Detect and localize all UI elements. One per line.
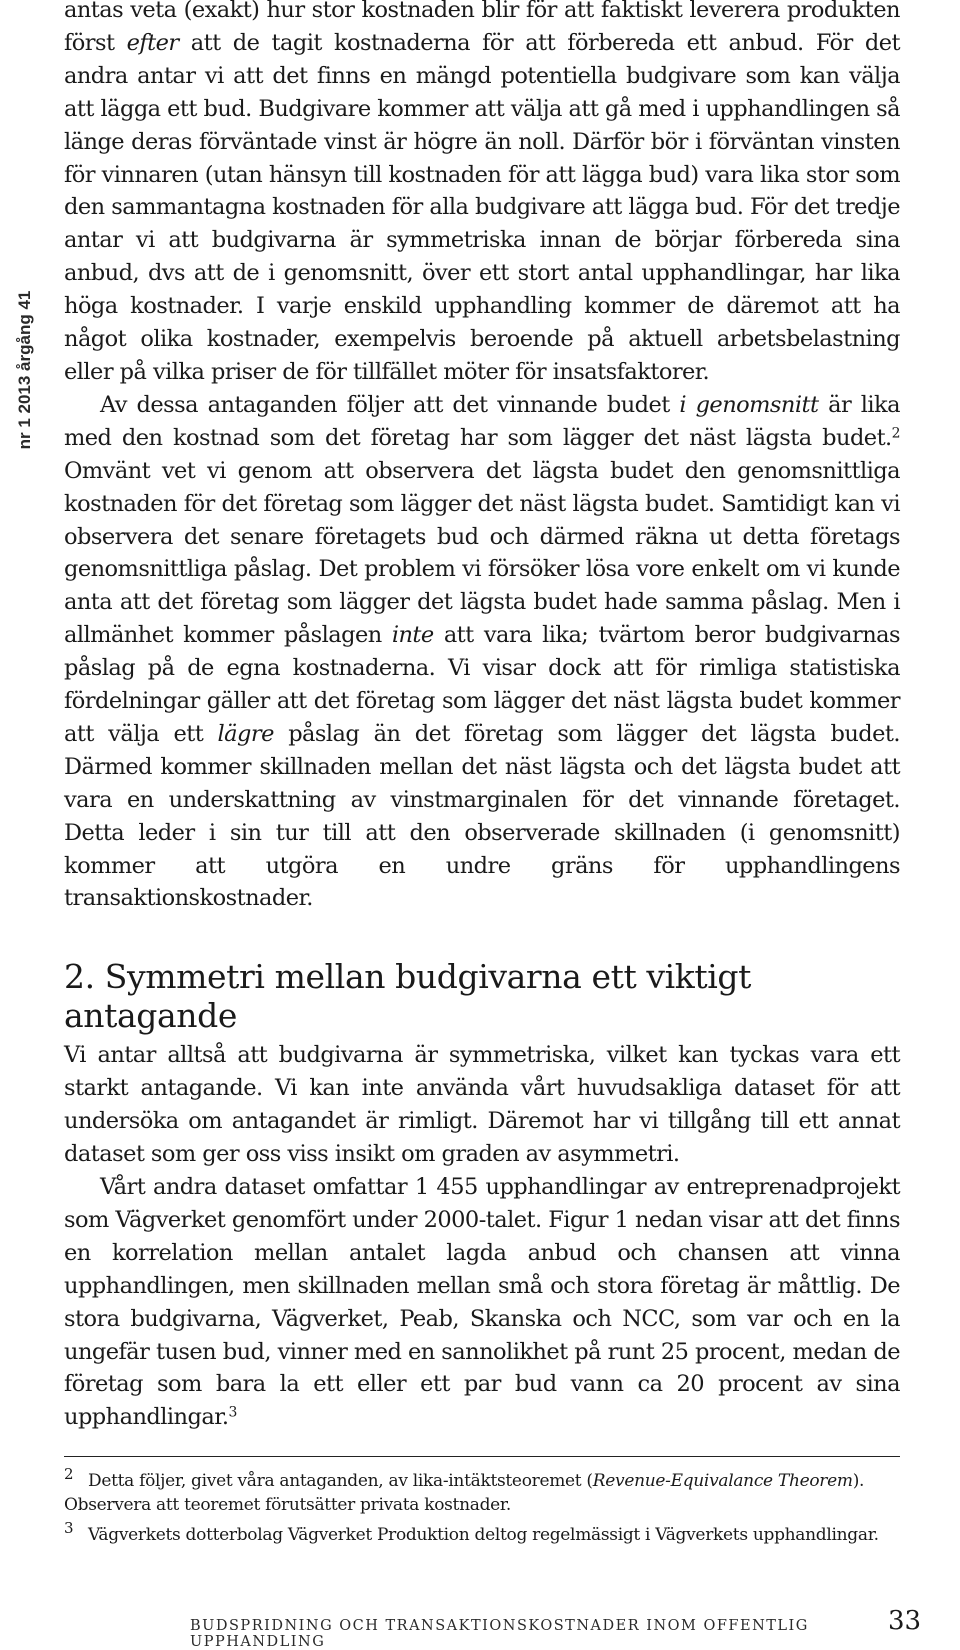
text-run: att de tagit kostnaderna för att förbereda ett anbud. För det andra antar vi att det finns en mängd potentiella budgivare som kan välja att lägga ett bud. Budgivare kommer att välja att gå med i upphandlingen så länge deras förväntade vinst är högre än noll. Därför bör i förväntan vinsten för vinnaren (utan hänsyn till kostnaden för att lägga bud) vara lika stor som den sammantagna kostnaden för alla budgivare att lägga bud. För det tredje antar vi att budgivarna är symmetriska innan de börjar förbereda sina anbud, dvs att de i genomsnitt, över ett stort antal upphandlingar, har lika höga kostnader. I varje enskild upphandling kommer de däremot att ha något olika kostnader, exempelvis beroende på aktuell arbetsbelastning eller på vilka priser de för tillfället möter för insatsfaktorer.: [64, 29, 900, 385]
body-paragraph: [64, 1171, 900, 1434]
text-run: att vara lika; tvärtom beror budgivarnas påslag på de egna kostnaderna. Vi visar dock att för rimliga statistiska fördelningar gäller att det företag som lägger det näst lägsta budet kommer att välja ett: [64, 622, 900, 747]
emphasis-text: lägre: [217, 720, 274, 747]
emphasis-text: efter: [126, 29, 179, 56]
text-run: ). Observera att teoremet förutsätter privata kostnader.: [64, 1471, 865, 1515]
footnote-number: 2: [64, 1465, 74, 1484]
running-footer: BUDSPRIDNING OCH TRANSAKTIONSKOSTNADER INOM OFFENTLIG UPPHANDLING: [190, 1618, 809, 1650]
text-run: Omvänt vet vi genom att observera det lägsta budet den genomsnittliga kostnaden för det företag som lägger det näst lägsta budet. Samtidigt kan vi observera det senare företagets bud och därmed räkna ut detta företags genomsnittliga påslag. Det problem vi försöker lösa vore enkelt om vi kunde anta att det företag som lägger det lägsta budet hade samma påslag. Men i allmänhet kommer påslagen: [64, 457, 900, 649]
footnote-ref: 2: [891, 425, 900, 442]
footnote-text: [88, 1525, 879, 1545]
text-run: Vägverkets dotterbolag Vägverket Produktion deltog regelmässigt i Vägverkets upphandlingar.: [88, 1524, 879, 1545]
body-paragraph: [64, 0, 900, 389]
journal-issue-sidebar: [0, 230, 50, 510]
footnotes: [64, 1463, 900, 1547]
intro-paragraphs: [64, 0, 900, 915]
text-run: Av dessa antaganden följer att det vinnande budet: [100, 391, 680, 418]
page-number: 33: [888, 1606, 922, 1636]
text-run: Vi antar alltså att budgivarna är symmetriska, vilket kan tyckas vara ett starkt antagande. Vi kan inte använda vårt huvudsakliga dataset för att undersöka om antagandet är rimligt. Däremot har vi tillgång till ett annat dataset som ger oss viss insikt om graden av asymmetri.: [64, 1042, 900, 1168]
emphasis-text: inte: [391, 622, 434, 649]
emphasis-text: i genomsnitt: [679, 391, 819, 418]
body-paragraph: [64, 1039, 900, 1171]
footnote: [64, 1463, 900, 1517]
text-run: Detta följer, givet våra antaganden, av lika-intäktsteoremet (: [88, 1471, 593, 1491]
text-run: Vårt andra dataset omfattar 1 455 upphandlingar av entreprenadprojekt som Vägverket genomfört under 2000-talet. Figur 1 nedan visar att det finns en korrelation mellan antalet lagda anbud och chansen att vinna upphandlingen, men skillnaden mellan små och stora företag är måttlig. De stora budgivarna, Vägverket, Peab, Skanska och NCC, som var och en la ungefär tusen bud, vinner med en sannolikhet på runt 25 procent, medan de företag som bara la ett eller ett par bud vann ca 20 procent av sina upphandlingar.: [64, 1174, 900, 1431]
footnote-text: [64, 1471, 864, 1515]
section-paragraphs: [64, 1039, 900, 1434]
text-run: antas veta (exakt) hur stor kostnaden blir för att faktiskt leverera produkten först: [64, 0, 900, 56]
issue-label: nr 1 2013 årgång 41: [15, 290, 34, 450]
text-run: påslag än det företag som lägger det lägsta budet. Därmed kommer skillnaden mellan det näst lägsta och det lägsta budet att vara en underskattning av vinstmarginalen för det vinnande företaget. Detta leder i sin tur till att den observerade skillnaden (i genomsnitt) kommer att utgöra en undre gräns för upphandlingens transaktionskostnader.: [64, 720, 900, 912]
page-body: [64, 0, 900, 1547]
text-run: är lika med den kostnad som det företag har som lägger det näst lägsta budet.: [64, 391, 900, 451]
footnote-ref: 3: [228, 1404, 237, 1421]
footnote: [64, 1517, 900, 1547]
body-paragraph: [64, 389, 900, 916]
footnote-number: 3: [64, 1519, 74, 1537]
emphasis-text: Revenue-Equivalance Theorem: [592, 1471, 853, 1491]
section-heading: 2. Symmetri mellan budgivarna ett viktigt antagande: [64, 957, 751, 1036]
footnote-rule: [64, 1456, 900, 1457]
